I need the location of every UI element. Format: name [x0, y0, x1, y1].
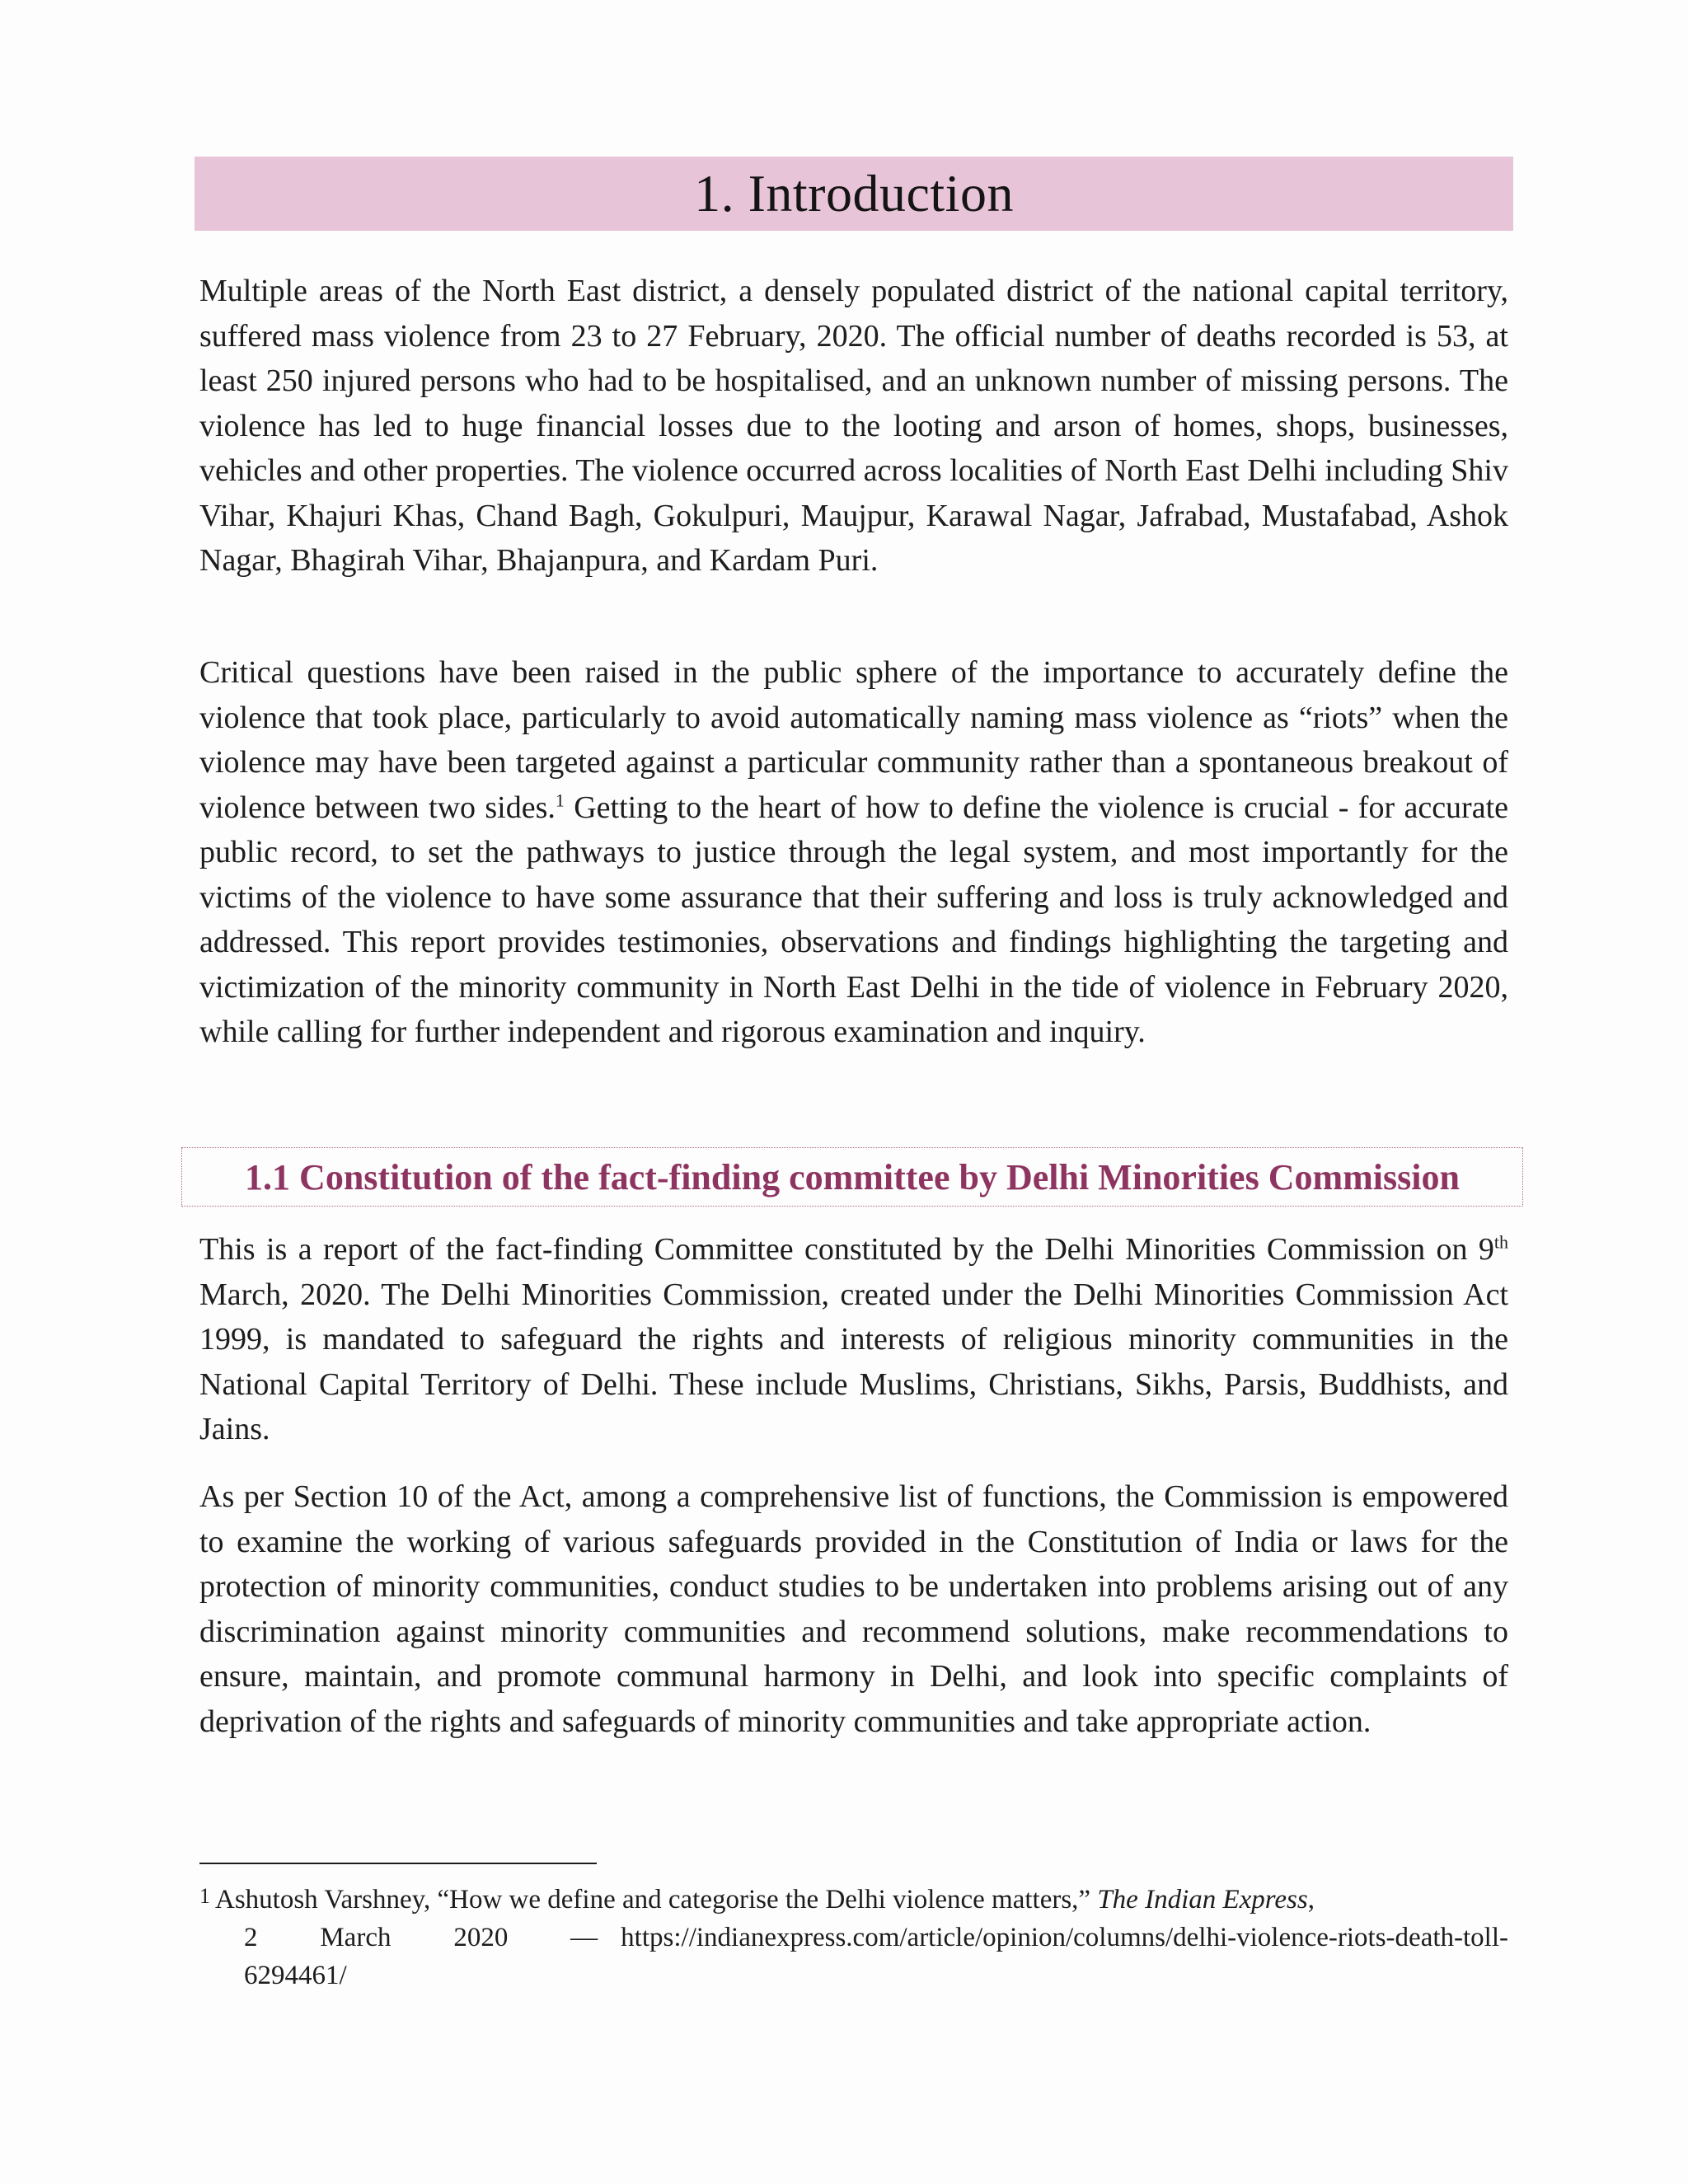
footnote-second-line — [199, 1919, 1508, 1957]
section-title: 1.1 Constitution of the fact-finding committee by Delhi Minorities Commission — [245, 1156, 1460, 1197]
paragraph-text: Getting to the heart of how to define the violence is crucial - for accurate public record, to set the pathways to justice through the legal system, and most importantly for the victims of the violence to have some assurance that their suffering and loss is truly acknowledged and addressed. This report provides testimonies, observations and findings highlighting the targeting and victimization of the minority community in North East Delhi in the tide of violence in February 2020, while calling for further independent and rigorous examination and inquiry. — [199, 790, 1508, 1049]
paragraph-intro-violence: Multiple areas of the North East district, a densely populated district of the national capital territory, suffered mass violence from 23 to 27 February, 2020. The official number of deaths recorded is 53, at least 250 injured persons who had to be hospitalised, and an unknown number of missing persons. The violence has led to huge financial losses due to the looting and arson of homes, shops, businesses, vehicles and other properties. The violence occurred across localities of North East Delhi including Shiv Vihar, Khajuri Khas, Chand Bagh, Gokulpuri, Maujpur, Karawal Nagar, Jafrabad, Mustafabad, Ashok Nagar, Bhagirah Vihar, Bhajanpura, and Kardam Puri. — [199, 274, 1508, 578]
chapter-title-band — [195, 157, 1513, 231]
chapter-title: 1. Introduction — [694, 164, 1014, 223]
paragraph-text: Critical questions have been raised in the public sphere of the importance to accurately define the violence that took place, particularly to avoid automatically naming mass violence as “riots” when the violence may have been targeted against a particular community rather than a spontaneous breakout of violence between two sides. — [199, 655, 1508, 825]
footnote-divider — [199, 1863, 597, 1864]
footnote — [199, 1877, 1508, 1994]
footnote-first-line — [199, 1877, 1508, 1919]
section-heading-box — [181, 1147, 1523, 1207]
paragraph-defining-violence — [199, 650, 1508, 1055]
footnote-date: 2 March 2020 — — [244, 1923, 598, 1952]
ordinal-suffix: th — [1493, 1231, 1508, 1253]
footnote-reference[interactable]: 1 — [555, 789, 565, 810]
paragraph-committee-constitution — [199, 1227, 1508, 1452]
paragraph-text: March, 2020. The Delhi Minorities Commission, created under the Delhi Minorities Commission Act 1999, is mandated to safeguard the rights and interests of religious minority communities in the National Capital Territory of Delhi. These include Muslims, Christians, Sikhs, Parsis, Buddhists, and Jains. — [199, 1277, 1508, 1446]
footnote-url-link[interactable]: https://indianexpress.com/article/opinion/columns/delhi-violence-riots-death-toll- — [621, 1923, 1508, 1952]
footnote-third-line — [199, 1957, 1508, 1994]
paragraph-commission-functions: As per Section 10 of the Act, among a comprehensive list of functions, the Commission is empowered to examine the working of various safeguards provided in the Constitution of India or laws for the protection of minority communities, conduct studies to be undertaken into problems arising out of any discrimination against minority communities and recommend solutions, make recommendations to ensure, maintain, and promote communal harmony in Delhi, and look into specific complaints of deprivation of the rights and safeguards of minority communities and take appropriate action. — [199, 1479, 1508, 1739]
footnote-url-link-cont[interactable]: 6294461/ — [244, 1961, 347, 1990]
footnote-punctuation: , — [1307, 1885, 1315, 1915]
paragraph-text: This is a report of the fact-finding Committee constituted by the Delhi Minorities Commission on 9 — [199, 1232, 1494, 1267]
footnote-author-text: Ashutosh Varshney, “How we define and categorise the Delhi violence matters,” — [215, 1885, 1098, 1915]
footnote-number: 1 — [199, 1884, 210, 1908]
footnote-source: The Indian Express — [1097, 1885, 1308, 1915]
